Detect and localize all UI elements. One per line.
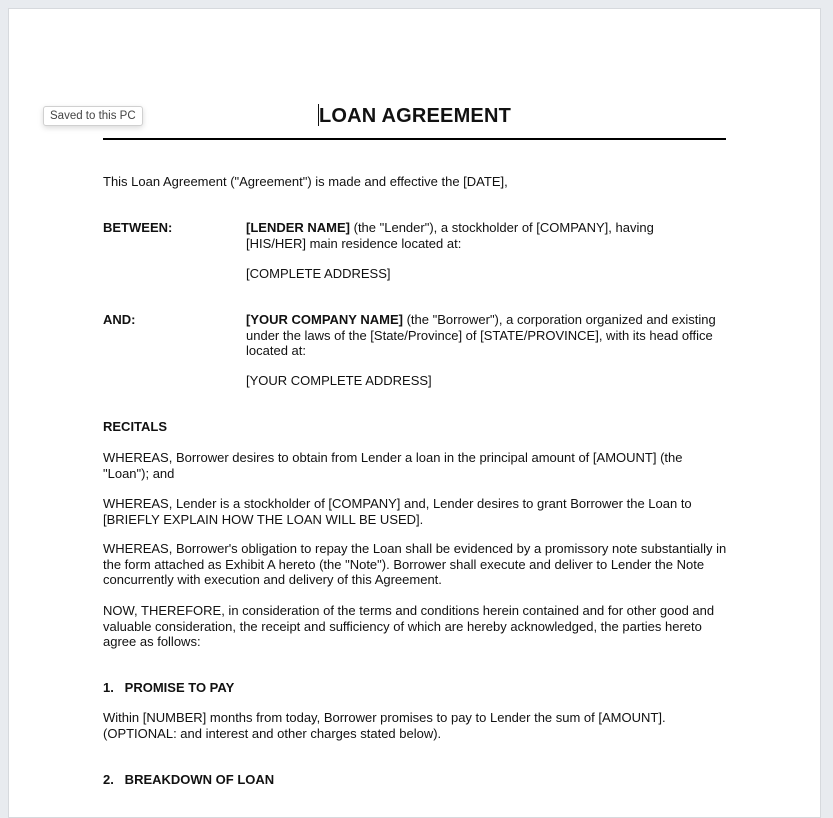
document-title[interactable]: LOAN AGREEMENT <box>318 105 512 127</box>
document-page[interactable] <box>8 8 821 818</box>
section-heading: 1. PROMISE TO PAY <box>103 680 235 695</box>
recital-paragraph[interactable]: WHEREAS, Borrower's obligation to repay the Loan shall be evidenced by a promissory note substantially in the form attached as Exhibit A hereto (the "Note"). Borrower shall execute and deliver to Lender the Note concurrently with execution and delivery of this Agreement. <box>103 541 727 587</box>
and-label: AND: <box>103 312 136 327</box>
recitals-heading: RECITALS <box>103 419 168 434</box>
recital-paragraph[interactable]: NOW, THEREFORE, in consideration of the terms and conditions herein contained and for other good and valuable consideration, the receipt and sufficiency of which are hereby acknowledged, the parties hereto agree as follows: <box>103 603 715 649</box>
between-label: BETWEEN: <box>103 220 173 235</box>
saved-status-badge: Saved to this PC <box>43 106 143 126</box>
lender-paragraph[interactable]: [LENDER NAME] (the "Lender"), a stockholder of [COMPANY], having [HIS/HER] main residence located at: <box>246 220 654 251</box>
recital-paragraph[interactable]: WHEREAS, Lender is a stockholder of [COMPANY] and, Lender desires to grant Borrower the Loan to [BRIEFLY EXPLAIN HOW THE LOAN WILL BE USED]. <box>103 496 692 527</box>
title-rule <box>103 138 726 140</box>
section-heading: 2. BREAKDOWN OF LOAN <box>103 772 275 787</box>
intro-paragraph[interactable]: This Loan Agreement ("Agreement") is made and effective the [DATE], <box>103 174 508 189</box>
lender-address[interactable]: [COMPLETE ADDRESS] <box>246 266 391 281</box>
borrower-paragraph[interactable]: [YOUR COMPANY NAME] (the "Borrower"), a corporation organized and existing under the laws of the [State/Province] of [STATE/PROVINCE], with its head office located at: <box>246 312 716 358</box>
section-paragraph[interactable]: Within [NUMBER] months from today, Borrower promises to pay to Lender the sum of [AMOUNT]. (OPTIONAL: and interest and other charges stated below). <box>103 710 666 741</box>
borrower-address[interactable]: [YOUR COMPLETE ADDRESS] <box>246 373 432 388</box>
recital-paragraph[interactable]: WHEREAS, Borrower desires to obtain from Lender a loan in the principal amount of [AMOUNT] (the "Loan"); and <box>103 450 683 481</box>
